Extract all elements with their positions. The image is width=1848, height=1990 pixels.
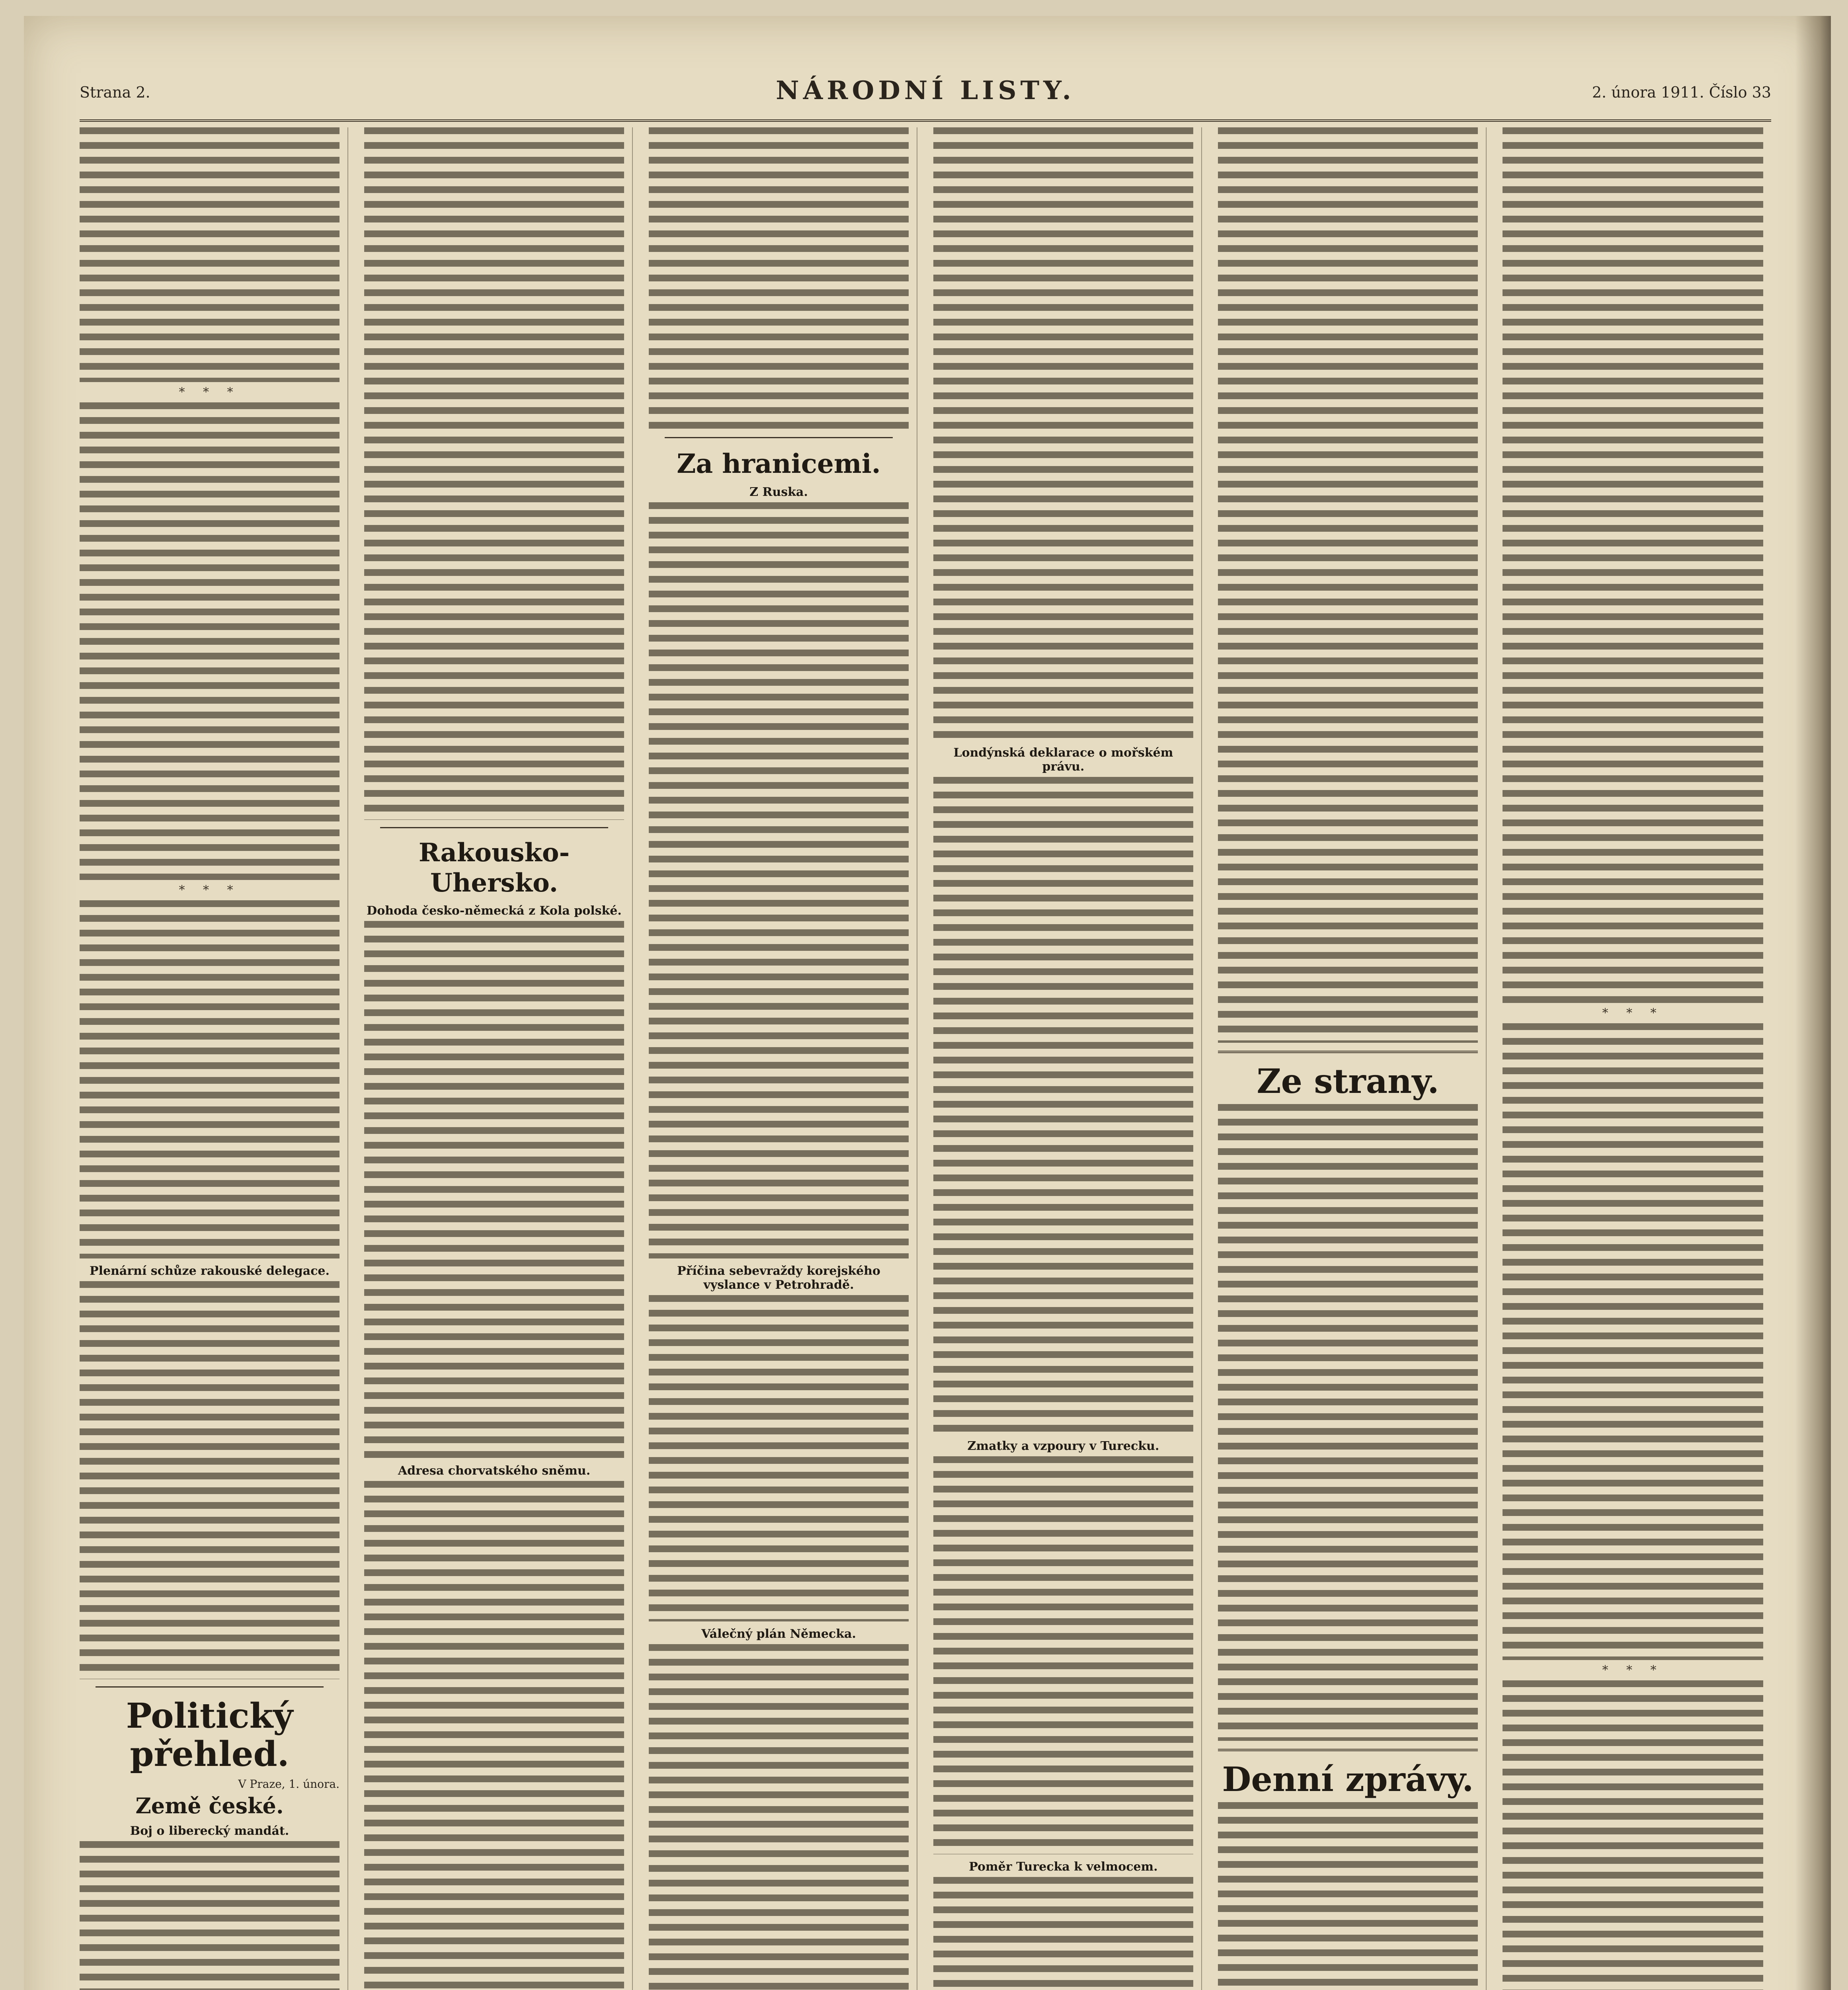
- newspaper-title: NÁRODNÍ LISTY.: [776, 76, 1075, 105]
- heading-zmatky: Zmatky a vzpoury v Turecku.: [967, 1439, 1159, 1453]
- heading-pricina: Příčina sebevraždy korejského vyslance v Petrohradě.: [677, 1264, 880, 1292]
- heading-zeme-ceske: Země české.: [135, 1793, 284, 1818]
- heading-pomer-turecka: Poměr Turecka k velmocem.: [969, 1860, 1158, 1874]
- heading-denni-zpravy: Denní zprávy.: [1222, 1760, 1474, 1799]
- issue-date: 2. února 1911. Číslo 33: [1592, 84, 1771, 101]
- text-block: [649, 1644, 909, 1990]
- text-block: [649, 127, 909, 430]
- text-block: [1218, 1802, 1478, 1990]
- text-block: [80, 127, 340, 382]
- rule: [380, 827, 608, 828]
- double-rule: [1218, 1749, 1478, 1751]
- column-6: [1503, 127, 1771, 1990]
- text-block: [933, 1877, 1193, 1990]
- heading-politicky-prehled: Politický přehled.: [126, 1696, 293, 1774]
- heading-rakousko-uhersko: Rakousko-Uhersko.: [418, 838, 570, 898]
- heading-za-hranicemi: Za hranicemi.: [677, 448, 881, 479]
- text-block: [933, 1456, 1193, 1854]
- text-block: [1503, 127, 1763, 1003]
- text-block: [649, 1295, 909, 1621]
- text-block: [364, 1481, 624, 1990]
- text-block: [1503, 1680, 1763, 1990]
- heading-z-ruska: Z Ruska.: [749, 485, 808, 499]
- separator: * * *: [179, 385, 240, 399]
- column-2: [364, 127, 633, 1990]
- text-block: [364, 921, 624, 1458]
- heading-adresa: Adresa chorvatského sněmu.: [398, 1464, 591, 1478]
- column-1: [80, 127, 348, 1990]
- text-block: [933, 777, 1193, 1434]
- text-block: [649, 502, 909, 1258]
- heading-dohoda: Dohoda česko-německá z Kola polské.: [367, 904, 622, 918]
- separator: * * *: [1602, 1663, 1664, 1677]
- heading-ze-strany: Ze strany.: [1257, 1061, 1439, 1101]
- double-rule: [1218, 1051, 1478, 1053]
- separator: * * *: [179, 883, 240, 897]
- text-block: [80, 402, 340, 880]
- text-block: [80, 1841, 340, 1990]
- heading-valecny-plan: Válečný plán Německa.: [701, 1627, 856, 1641]
- separator: * * *: [1602, 1006, 1664, 1020]
- rule: [665, 437, 893, 438]
- column-3: [649, 127, 917, 1990]
- page-fold-shadow: [1795, 16, 1831, 1990]
- text-block: [80, 900, 340, 1258]
- heading-plenarni: Plenární schůze rakouské delegace.: [90, 1264, 330, 1278]
- column-5: [1218, 127, 1487, 1990]
- text-block: [364, 127, 624, 820]
- text-block: [1218, 127, 1478, 1043]
- text-block: [80, 1281, 340, 1679]
- rule: [96, 1686, 324, 1688]
- article-columns: [80, 127, 1771, 1990]
- page-number: Strana 2.: [80, 84, 150, 101]
- heading-boj-liberec: Boj o liberecký mandát.: [130, 1824, 289, 1838]
- text-block: [1218, 1104, 1478, 1741]
- dateline: V Praze, 1. února.: [238, 1777, 340, 1791]
- heading-londynska: Londýnská deklarace o mořském právu.: [953, 746, 1173, 774]
- text-block: [933, 127, 1193, 740]
- text-block: [1503, 1023, 1763, 1660]
- column-4: [933, 127, 1202, 1990]
- masthead: [80, 76, 1771, 122]
